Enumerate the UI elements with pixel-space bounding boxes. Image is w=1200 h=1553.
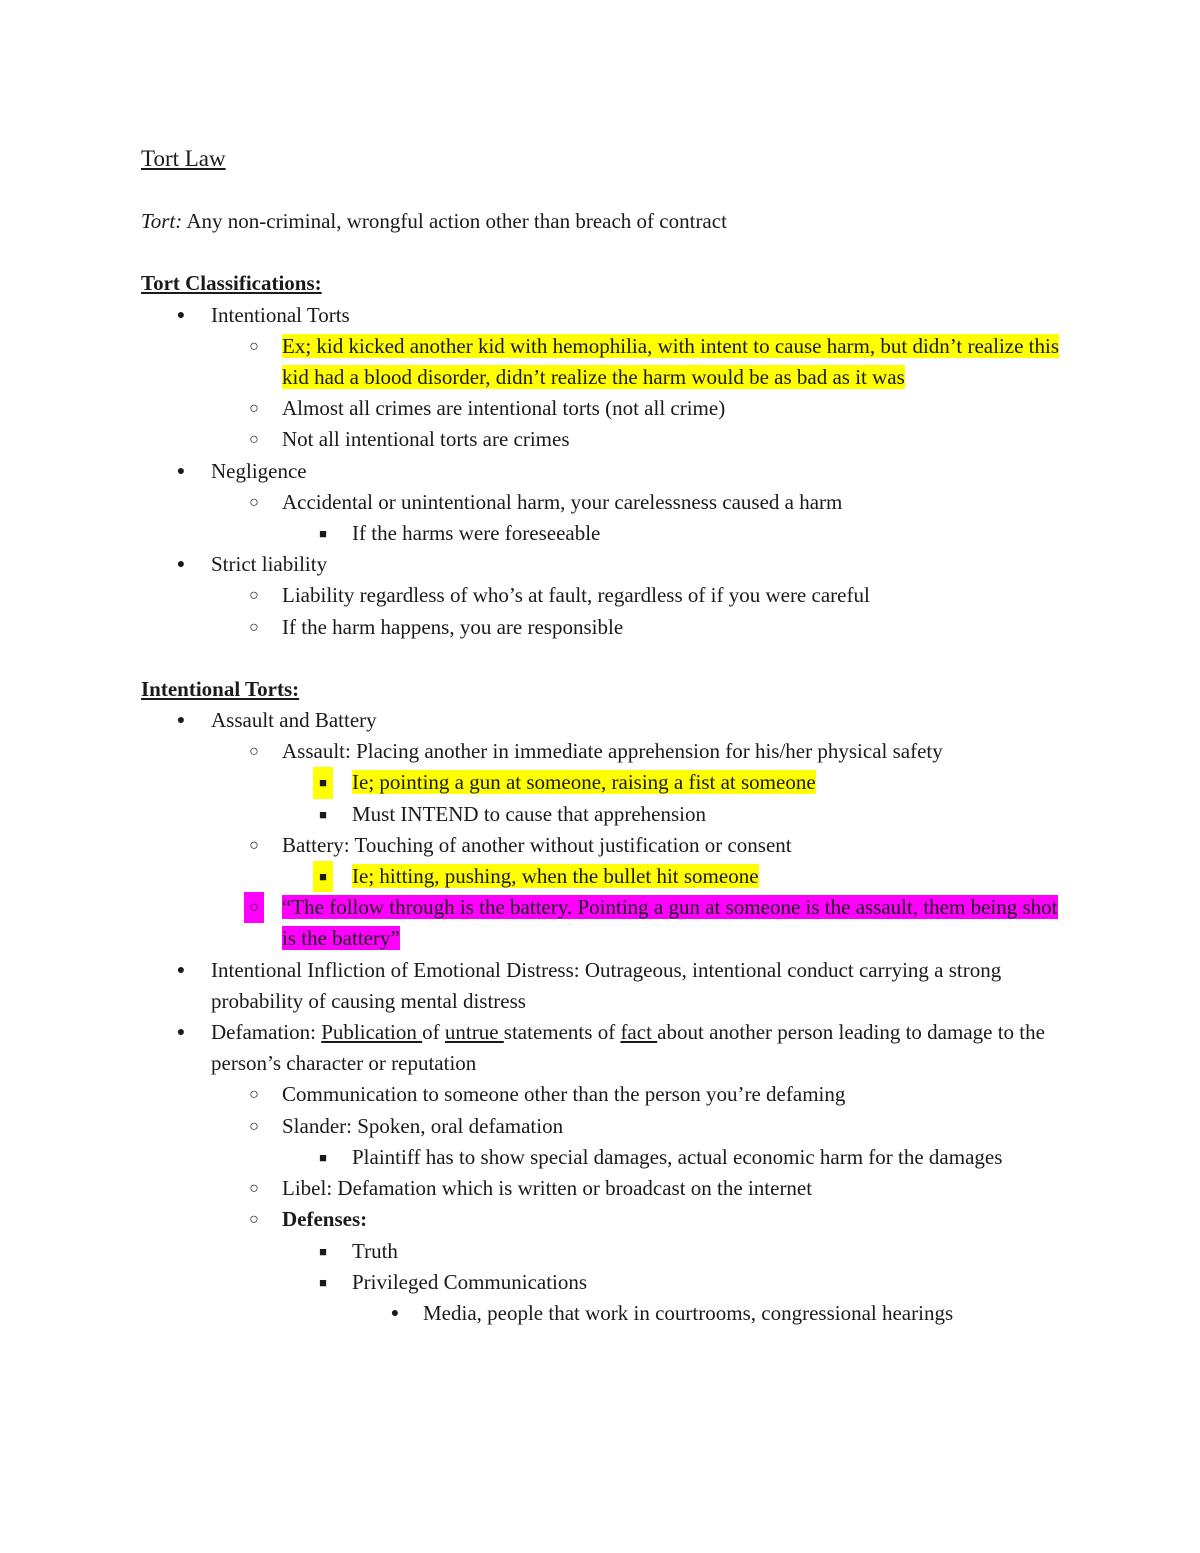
bullet-circle-icon: ○ [244, 892, 264, 923]
bullet-dot-icon: ● [176, 307, 186, 323]
bullet-circle-icon: ○ [249, 587, 259, 605]
bullet-circle-icon: ○ [249, 1180, 259, 1198]
list-item: ○ Defenses: [141, 1204, 1061, 1235]
bullet-dot-icon: ● [176, 713, 186, 729]
list-item: ○ Libel: Defamation which is written or broadcast on the internet [141, 1173, 1061, 1204]
list-item: ○ Accidental or unintentional harm, your carelessness caused a harm [141, 487, 1061, 518]
classifications-heading: Tort Classifications: [141, 271, 322, 296]
list-item: ● Negligence [141, 456, 1061, 487]
intentional-torts-heading: Intentional Torts: [141, 676, 300, 701]
list-item-highlighted: ○ Ex; kid kicked another kid with hemophilia, with intent to cause harm, but didn’t realize this kid had a blood disorder, didn’t realize the harm would be as bad as it was [141, 331, 1061, 393]
bullet-square-icon: ■ [319, 806, 327, 822]
list-item: ■ Plaintiff has to show special damages, actual economic harm for the damages [141, 1142, 1061, 1173]
list-item: ■ If the harms were foreseeable [141, 518, 1061, 549]
bullet-circle-icon: ○ [249, 1117, 259, 1135]
bullet-circle-icon: ○ [249, 400, 259, 418]
bullet-circle-icon: ○ [249, 493, 259, 511]
list-item: ○ If the harm happens, you are responsible [141, 612, 1061, 643]
bullet-dot-icon: ● [176, 557, 186, 573]
bullet-dot-icon: ● [176, 962, 186, 978]
bullet-square-icon: ■ [319, 526, 327, 542]
definition-term: Tort: [141, 209, 183, 234]
bullet-circle-icon: ○ [249, 1211, 259, 1229]
list-item: ○ Assault: Placing another in immediate apprehension for his/her physical safety [141, 736, 1061, 767]
list-item: ○ Slander: Spoken, oral defamation [141, 1111, 1061, 1142]
list-item: ○ Not all intentional torts are crimes [141, 424, 1061, 455]
bullet-circle-icon: ○ [249, 337, 259, 355]
list-item: ● Assault and Battery [141, 705, 1061, 736]
bullet-circle-icon: ○ [249, 836, 259, 854]
bullet-square-icon: ■ [313, 767, 333, 798]
document-page [141, 143, 1061, 1329]
bullet-circle-icon: ○ [249, 743, 259, 761]
list-item: ● Strict liability [141, 549, 1061, 580]
bullet-square-icon: ■ [319, 1274, 327, 1290]
list-item-highlighted: ■ Ie; hitting, pushing, when the bullet hit someone [141, 861, 1061, 892]
list-item: ○ Almost all crimes are intentional torts (not all crime) [141, 393, 1061, 424]
document-title: Tort Law [141, 146, 226, 171]
bullet-dot-icon: ● [176, 1025, 186, 1041]
list-item-highlighted: ■ Ie; pointing a gun at someone, raising a fist at someone [141, 767, 1061, 798]
list-item: ■ Privileged Communications [141, 1267, 1061, 1298]
list-item: ○ Battery: Touching of another without justification or consent [141, 830, 1061, 861]
bullet-circle-icon: ○ [249, 618, 259, 636]
list-item: ● Media, people that work in courtrooms, congressional hearings [141, 1298, 1061, 1329]
list-item: ● Intentional Infliction of Emotional Distress: Outrageous, intentional conduct carrying a strong probability of causing mental distress [141, 955, 1061, 1017]
list-item: ● Intentional Torts [141, 300, 1061, 331]
bullet-circle-icon: ○ [249, 431, 259, 449]
list-item: ■ Must INTEND to cause that apprehension [141, 799, 1061, 830]
bullet-square-icon: ■ [313, 861, 333, 892]
definition-text: Any non-criminal, wrongful action other than breach of contract [182, 209, 727, 234]
list-item: ■ Truth [141, 1236, 1061, 1267]
quote-item-highlighted: ○ “The follow through is the battery. Pointing a gun at someone is the assault, them being shot is the battery” [141, 892, 1061, 954]
spacer [141, 643, 1061, 674]
bullet-square-icon: ■ [319, 1149, 327, 1165]
list-item: ● Defamation: Publication of untrue statements of fact about another person leading to damage to the person’s character or reputation [141, 1017, 1061, 1079]
bullet-dot-icon: ● [176, 463, 186, 479]
bullet-dot-icon: ● [390, 1305, 400, 1321]
bullet-circle-icon: ○ [249, 1086, 259, 1104]
list-item: ○ Communication to someone other than the person you’re defaming [141, 1079, 1061, 1110]
tort-definition [141, 206, 1061, 237]
bullet-square-icon: ■ [319, 1243, 327, 1259]
list-item: ○ Liability regardless of who’s at fault, regardless of if you were careful [141, 580, 1061, 611]
